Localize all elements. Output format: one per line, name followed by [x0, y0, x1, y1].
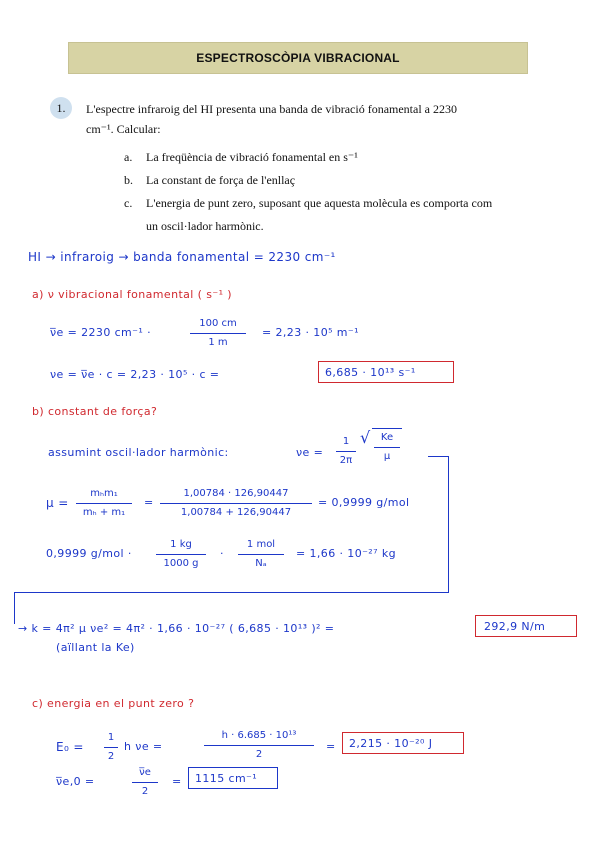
section-b-heading: b) constant de força? — [32, 405, 158, 418]
question-item-a: a. La freqüència de vibració fonamental en s⁻¹ — [124, 150, 358, 164]
mu-den2: 1,00784 + 126,90447 — [180, 507, 292, 518]
result-energy: 2,215 · 10⁻²⁰ J — [349, 737, 433, 750]
fraction-cm-num: 100 cm — [199, 318, 237, 329]
energy-left: E₀ = — [56, 740, 84, 754]
nu-formula-num: 1 — [342, 436, 350, 447]
fraction-bar — [336, 451, 356, 452]
sqrt-num: Ke — [380, 432, 394, 443]
equals-sign: = — [144, 496, 154, 509]
question-intro-line1: L'espectre infraroig del HI presenta una banda de vibració fonamental a 2230 — [86, 102, 458, 116]
wavenumber-conversion-right: = 2,23 · 10⁵ m⁻¹ — [262, 326, 359, 339]
bracket-left — [14, 592, 15, 624]
frequency-line: νe = ν̅e · c = 2,23 · 10⁵ · c = — [50, 368, 220, 381]
energy-mid: h νe = — [124, 740, 163, 753]
nu-formula-left: νe = — [296, 446, 324, 459]
conversion-left: 0,9999 g/mol · — [46, 547, 132, 560]
fraction-bar — [238, 554, 284, 555]
solution-intro: HI → infraroig → banda fonamental = 2230 cm⁻¹ — [28, 250, 336, 264]
question-intro-line2: cm⁻¹. Calcular: — [86, 122, 161, 136]
energy-equals: = — [326, 740, 336, 753]
bracket-bottom — [14, 592, 449, 593]
energy-den2: 2 — [255, 749, 263, 760]
mu-num2: 1,00784 · 126,90447 — [183, 488, 289, 499]
result-box-zero-wavenumber — [188, 767, 278, 789]
bracket-top — [428, 456, 448, 457]
mu-left: μ = — [46, 496, 69, 510]
fraction-bar — [204, 745, 314, 746]
page-title: ESPECTROSCÒPIA VIBRACIONAL — [196, 51, 400, 65]
mu-result: = 0,9999 g/mol — [318, 496, 410, 509]
fraction-bar — [132, 782, 158, 783]
fraction-bar — [76, 503, 132, 504]
sqrt-bar — [372, 428, 402, 429]
zero-wavenumber-num: ν̅e — [139, 767, 151, 778]
isolating-note: (aïllant la Ke) — [56, 641, 135, 654]
zero-wavenumber-den: 2 — [141, 786, 149, 797]
question-item-c: c. L'energia de punt zero, suposant que aquesta molècula es comporta com — [124, 196, 493, 210]
result-box-frequency — [318, 361, 454, 383]
fraction-bar — [374, 447, 400, 448]
fraction-bar — [156, 554, 206, 555]
result-frequency: 6,685 · 10¹³ s⁻¹ — [325, 366, 416, 379]
question-item-c-cont: un oscil·lador harmònic. — [146, 219, 264, 233]
dot-sign: · — [220, 547, 224, 560]
nu-formula-den: 2π — [339, 455, 353, 466]
result-force-constant: 292,9 N/m — [484, 620, 546, 633]
mu-num1: mₕm₁ — [90, 488, 118, 499]
conv-den2: Nₐ — [255, 558, 267, 569]
question-item-b: b. La constant de força de l'enllaç — [124, 173, 296, 187]
bracket-right — [448, 456, 449, 592]
result-box-force-constant — [475, 615, 577, 637]
energy-num2: h · 6.685 · 10¹³ — [221, 730, 297, 741]
section-a-heading: a) ν vibracional fonamental ( s⁻¹ ) — [32, 288, 232, 301]
sqrt-den: μ — [383, 451, 391, 462]
conv-num2: 1 mol — [246, 539, 276, 550]
conversion-result: = 1,66 · 10⁻²⁷ kg — [296, 547, 396, 560]
fraction-bar — [160, 503, 312, 504]
title-banner — [68, 42, 528, 74]
mu-den1: mₕ + m₁ — [82, 507, 126, 518]
zero-wavenumber-equals: = — [172, 775, 182, 788]
conv-den1: 1000 g — [163, 558, 199, 569]
energy-half-den: 2 — [107, 751, 115, 762]
result-box-energy — [342, 732, 464, 754]
zero-wavenumber-left: ν̅e,0 = — [56, 775, 95, 788]
energy-half-num: 1 — [107, 732, 115, 743]
harmonic-assumption: assumint oscil·lador harmònic: — [48, 446, 229, 459]
fraction-bar — [104, 747, 118, 748]
fraction-bar — [190, 333, 246, 334]
sqrt-sign: √ — [360, 428, 371, 447]
fraction-m-den: 1 m — [208, 337, 228, 348]
section-c-heading: c) energia en el punt zero ? — [32, 697, 195, 710]
conv-num1: 1 kg — [170, 539, 192, 550]
result-zero-wavenumber: 1115 cm⁻¹ — [195, 772, 258, 785]
wavenumber-conversion-left: ν̅e = 2230 cm⁻¹ · — [50, 326, 151, 339]
question-number-badge: 1. — [50, 97, 72, 119]
question-text — [86, 99, 526, 139]
force-constant-line: → k = 4π² μ νe² = 4π² · 1,66 · 10⁻²⁷ ( 6,685 · 10¹³ )² = — [18, 622, 335, 635]
